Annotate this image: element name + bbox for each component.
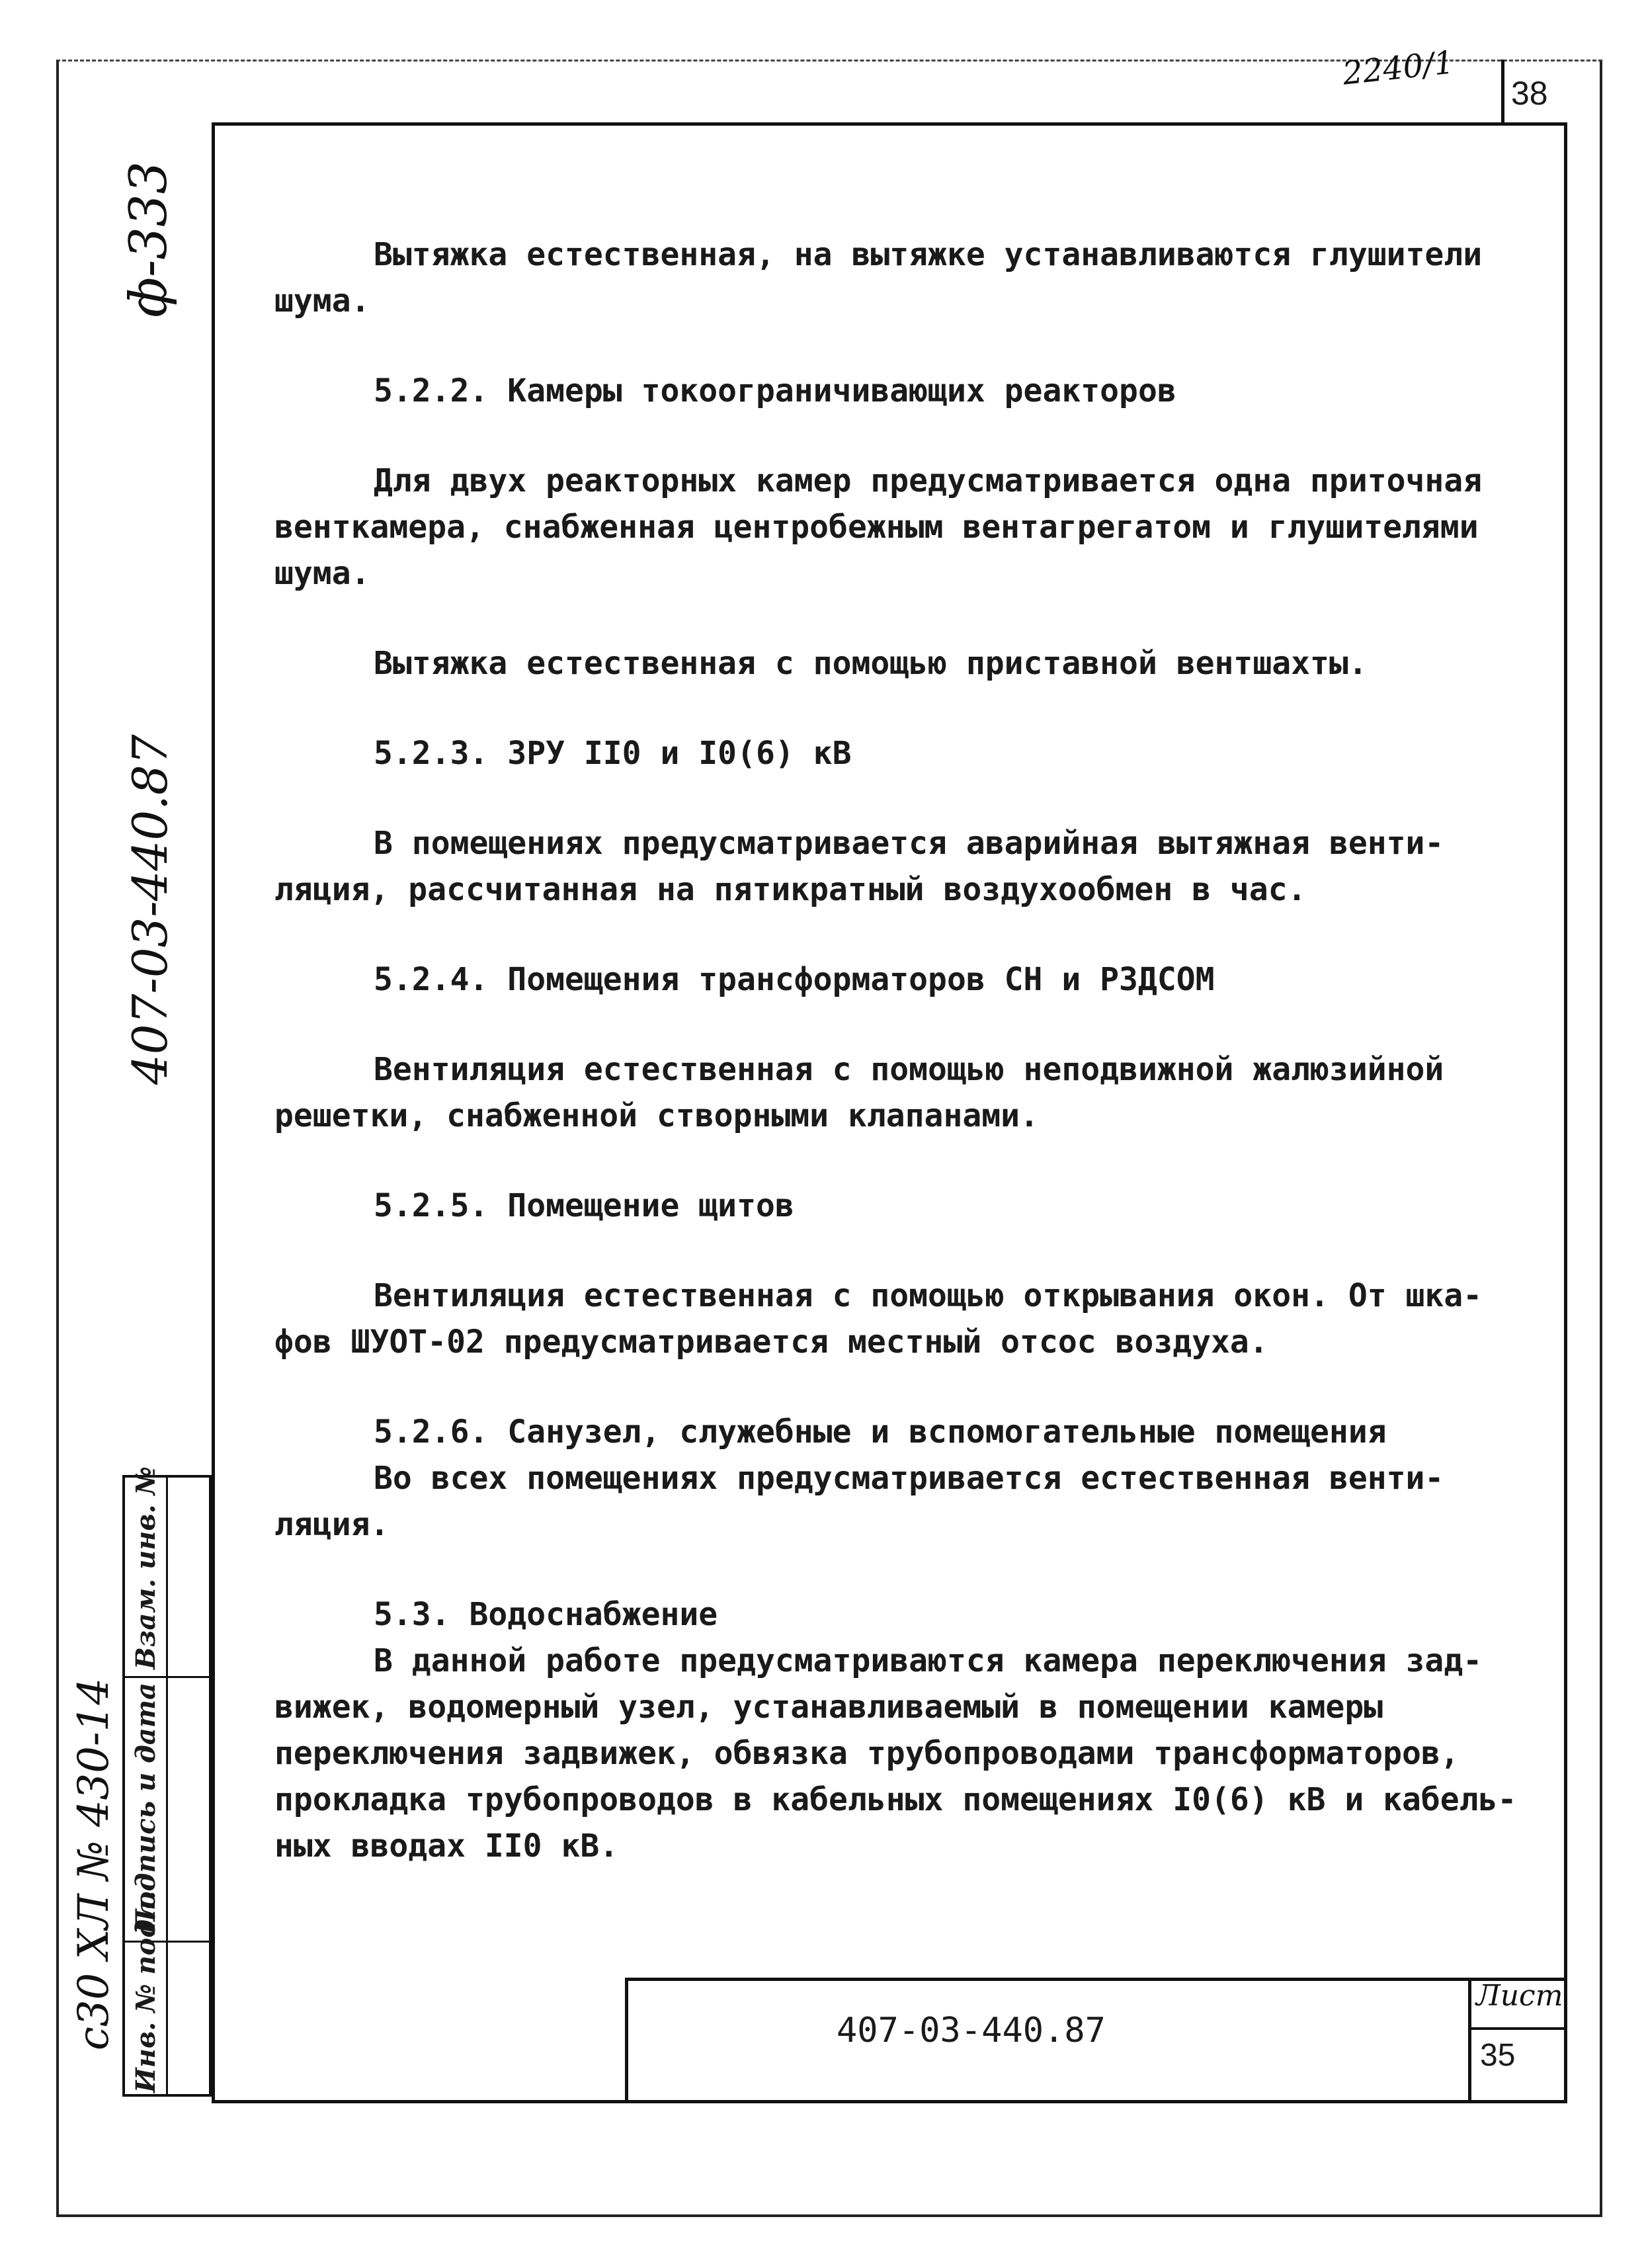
side-code-middle: 407-03-440.87	[122, 734, 178, 1085]
text-line: ляция.	[274, 1506, 390, 1543]
text-line: переключения задвижек, обвязка трубопроводами трансформаторов,	[274, 1735, 1459, 1772]
text-line: ных вводах II0 кВ.	[274, 1827, 619, 1865]
text-line: 5.2.3. ЗРУ II0 и I0(6) кВ	[374, 735, 852, 772]
handwritten-reference: 2240/1	[1340, 44, 1456, 93]
text-line: 5.3. Водоснабжение	[374, 1596, 718, 1633]
text-line: ляция, рассчитанная на пятикратный воздухообмен в час.	[274, 871, 1307, 908]
stamp-label-signature: Подпись и дата	[130, 1682, 161, 1934]
archive-sheet-number: 38	[1511, 75, 1548, 112]
stamp-column	[122, 1466, 212, 2097]
text-line: прокладка трубопроводов в кабельных помещениях I0(6) кВ и кабель-	[274, 1781, 1517, 1818]
stamp-label-inv: Инв. № подл.	[130, 1890, 161, 2093]
text-line: вижек, водомерный узел, устанавливаемый в помещении камеры	[274, 1689, 1383, 1726]
document-code: 407-03-440.87	[837, 2011, 1106, 2050]
text-line: Во всех помещениях предусматривается естественная венти-	[374, 1460, 1444, 1497]
text-line: венткамера, снабженная центробежным вентагрегатом и глушителями	[274, 509, 1479, 546]
text-line: Вентиляция естественная с помощью неподвижной жалюзийной	[374, 1051, 1444, 1088]
text-line: Для двух реакторных камер предусматривается одна приточная	[374, 462, 1483, 499]
text-line: шума.	[274, 282, 370, 319]
text-line: В помещениях предусматривается аварийная вытяжная венти-	[374, 825, 1444, 862]
text-line: Вытяжка естественная, на вытяжке устанавливаются глушители	[374, 236, 1483, 273]
side-code-top: ф-333	[119, 161, 179, 317]
sheet-label: Лист	[1476, 1979, 1563, 2013]
text-line: В данной работе предусматриваются камера переключения зад-	[374, 1642, 1483, 1679]
text-line: 5.2.6. Санузел, служебные и вспомогательные помещения	[374, 1413, 1387, 1450]
sheet-number: 35	[1480, 2038, 1516, 2073]
document-body	[274, 231, 1524, 1869]
text-line: решетки, снабженной створными клапанами.	[274, 1097, 1039, 1134]
text-line: шума.	[274, 555, 370, 592]
text-line: 5.2.5. Помещение щитов	[374, 1187, 794, 1224]
text-line: 5.2.4. Помещения трансформаторов СН и РЗДСОМ	[374, 961, 1215, 998]
text-line: Вентиляция естественная с помощью открывания окон. От шка-	[374, 1277, 1483, 1314]
text-line: фов ШУОТ-02 предусматривается местный отсос воздуха.	[274, 1323, 1268, 1361]
text-line: 5.2.2. Камеры токоограничивающих реакторов	[374, 372, 1176, 409]
side-code-bottom: с30 ХЛ № 430-14	[69, 1677, 118, 2050]
text-line: Вытяжка естественная с помощью приставной вентшахты.	[374, 645, 1368, 682]
stamp-label-replace: Взам. инв. №	[130, 1466, 161, 1669]
